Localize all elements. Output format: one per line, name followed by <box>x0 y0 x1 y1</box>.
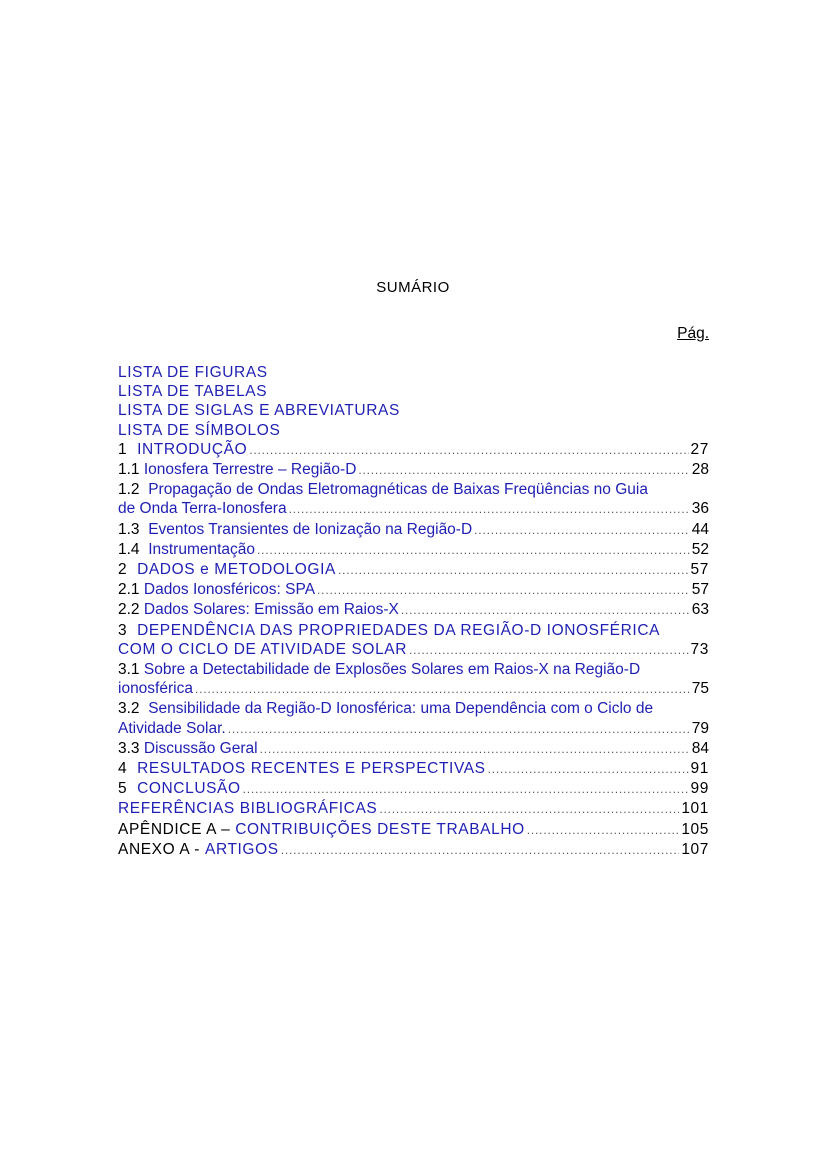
toc-entry-label: LISTA DE FIGURAS <box>118 364 268 381</box>
toc-entry-anexo-a[interactable] <box>118 840 709 860</box>
toc-entry-page: 63 <box>691 601 709 619</box>
toc-entry-page: 44 <box>691 520 709 538</box>
toc-entry-page: 107 <box>681 840 709 858</box>
toc-entry-label: ARTIGOS <box>205 840 279 858</box>
dot-leader <box>527 821 680 840</box>
toc-entry-page: 99 <box>690 780 709 798</box>
toc-entry-dependencia[interactable] <box>118 621 709 660</box>
toc-entry-introducao[interactable] <box>118 440 709 460</box>
dot-leader <box>409 641 689 660</box>
toc-entry-number: 1.1 <box>118 461 140 479</box>
toc-entry-label: Ionosfera Terrestre – Região-D <box>143 461 357 479</box>
toc-entry-conclusao[interactable] <box>118 779 709 799</box>
page-column-header: Pág. <box>677 325 709 342</box>
toc-entry-apendice-a[interactable] <box>118 820 709 840</box>
dot-leader <box>249 441 688 460</box>
toc-entry-page: 57 <box>691 581 709 599</box>
toc-entry-number: ANEXO A - <box>118 840 201 858</box>
toc-entry-label: Dados Solares: Emissão em Raios-X <box>143 601 399 619</box>
toc-entry-number: 3.1 <box>118 661 140 679</box>
toc-entry-label-line2: de Onda Terra-Ionosfera <box>118 500 287 518</box>
toc-entry-lista-figuras[interactable] <box>118 363 709 382</box>
dot-leader <box>338 561 689 580</box>
toc-entry-label-line1: DEPENDÊNCIA DAS PROPRIEDADES DA REGIÃO-D IONOSFÉRICA <box>137 621 661 639</box>
toc-entry-label-line2: Atividade Solar. <box>118 719 226 737</box>
toc-entry-page: 84 <box>691 739 709 757</box>
toc-entry-number: 3 <box>118 621 128 639</box>
toc-entry-number: 4 <box>118 760 128 778</box>
toc-entry-label: REFERÊNCIAS BIBLIOGRÁFICAS <box>118 800 378 818</box>
toc-entry-eventos-transientes[interactable] <box>118 520 709 540</box>
toc-entry-number: 1.4 <box>118 540 140 558</box>
toc-entry-number: 2 <box>118 561 128 579</box>
toc-entry-dados-ionosfericos[interactable] <box>118 580 709 600</box>
toc-entry-label: CONTRIBUIÇÕES DESTE TRABALHO <box>235 820 525 838</box>
toc-entry-number: 3.3 <box>118 739 140 757</box>
toc-entry-page: 52 <box>691 540 709 558</box>
dot-leader <box>243 780 689 799</box>
toc-entry-number: 1.3 <box>118 520 140 538</box>
toc-entry-page: 75 <box>691 680 709 698</box>
toc-entry-page: 91 <box>690 760 709 778</box>
dot-leader <box>281 841 680 860</box>
dot-leader <box>228 720 690 739</box>
toc-entry-number: 1.2 <box>118 481 140 499</box>
dot-leader <box>358 461 689 480</box>
toc-entry-label-line1: Sensibilidade da Região-D Ionosférica: uma Dependência com o Ciclo de <box>148 700 654 718</box>
toc-entry-sensibilidade[interactable] <box>118 699 709 738</box>
toc-entry-label-line2: ionosférica <box>118 680 193 698</box>
toc-entry-dados-solares[interactable] <box>118 600 709 620</box>
dot-leader <box>195 680 690 699</box>
toc-entry-number: 2.2 <box>118 601 140 619</box>
toc-entry-label: Instrumentação <box>148 540 256 558</box>
dot-leader <box>257 541 690 560</box>
toc-entry-number: 3.2 <box>118 700 140 718</box>
toc-entry-label: Eventos Transientes de Ionização na Região-D <box>148 520 473 538</box>
dot-leader <box>474 521 690 540</box>
dot-leader <box>401 601 690 620</box>
toc-entry-label: LISTA DE SÍMBOLOS <box>118 421 281 439</box>
dot-leader <box>289 500 690 519</box>
toc-entry-referencias[interactable] <box>118 799 709 819</box>
toc-entry-page: 105 <box>681 820 709 838</box>
toc-entry-number: APÊNDICE A – <box>118 820 231 838</box>
toc-entry-lista-simbolos[interactable] <box>118 421 709 440</box>
toc-entry-page: 57 <box>690 561 709 579</box>
dot-leader <box>488 760 689 779</box>
page-title: SUMÁRIO <box>376 279 450 296</box>
table-of-contents <box>118 363 709 860</box>
toc-entry-label: Dados Ionosféricos: SPA <box>143 581 316 599</box>
toc-entry-label: Discussão Geral <box>143 739 258 757</box>
toc-entry-lista-tabelas[interactable] <box>118 382 709 401</box>
toc-entry-page: 27 <box>690 440 709 458</box>
toc-entry-label: RESULTADOS RECENTES E PERSPECTIVAS <box>137 760 486 778</box>
toc-entry-instrumentacao[interactable] <box>118 540 709 560</box>
toc-entry-dados-metodologia[interactable] <box>118 560 709 580</box>
toc-entry-ionosfera-terrestre[interactable] <box>118 460 709 480</box>
dot-leader <box>317 581 690 600</box>
toc-entry-number: 5 <box>118 780 128 798</box>
toc-entry-lista-siglas[interactable] <box>118 401 709 420</box>
toc-entry-number: 2.1 <box>118 581 140 599</box>
toc-entry-resultados[interactable] <box>118 759 709 779</box>
dot-leader <box>260 740 690 759</box>
toc-entry-label: INTRODUÇÃO <box>137 440 248 458</box>
toc-entry-label-line2: COM O CICLO DE ATIVIDADE SOLAR <box>118 640 408 658</box>
toc-entry-number: 1 <box>118 440 128 458</box>
toc-entry-page: 101 <box>681 800 709 818</box>
toc-entry-page: 36 <box>691 500 709 518</box>
toc-entry-label: DADOS e METODOLOGIA <box>137 561 336 579</box>
toc-entry-propagacao[interactable] <box>118 480 709 519</box>
toc-entry-label-line1: Propagação de Ondas Eletromagnéticas de Baixas Freqüências no Guia <box>148 481 648 499</box>
toc-entry-label: CONCLUSÃO <box>137 780 241 798</box>
toc-entry-page: 73 <box>690 640 709 658</box>
toc-entry-label: LISTA DE SIGLAS E ABREVIATURAS <box>118 402 400 420</box>
toc-entry-page: 79 <box>691 719 709 737</box>
dot-leader <box>379 800 679 819</box>
toc-entry-detectabilidade[interactable] <box>118 660 709 699</box>
toc-entry-label-line1: Sobre a Detectabilidade de Explosões Solares em Raios-X na Região-D <box>143 661 641 679</box>
toc-entry-discussao-geral[interactable] <box>118 739 709 759</box>
toc-entry-label: LISTA DE TABELAS <box>118 383 268 401</box>
toc-entry-page: 28 <box>691 461 709 479</box>
